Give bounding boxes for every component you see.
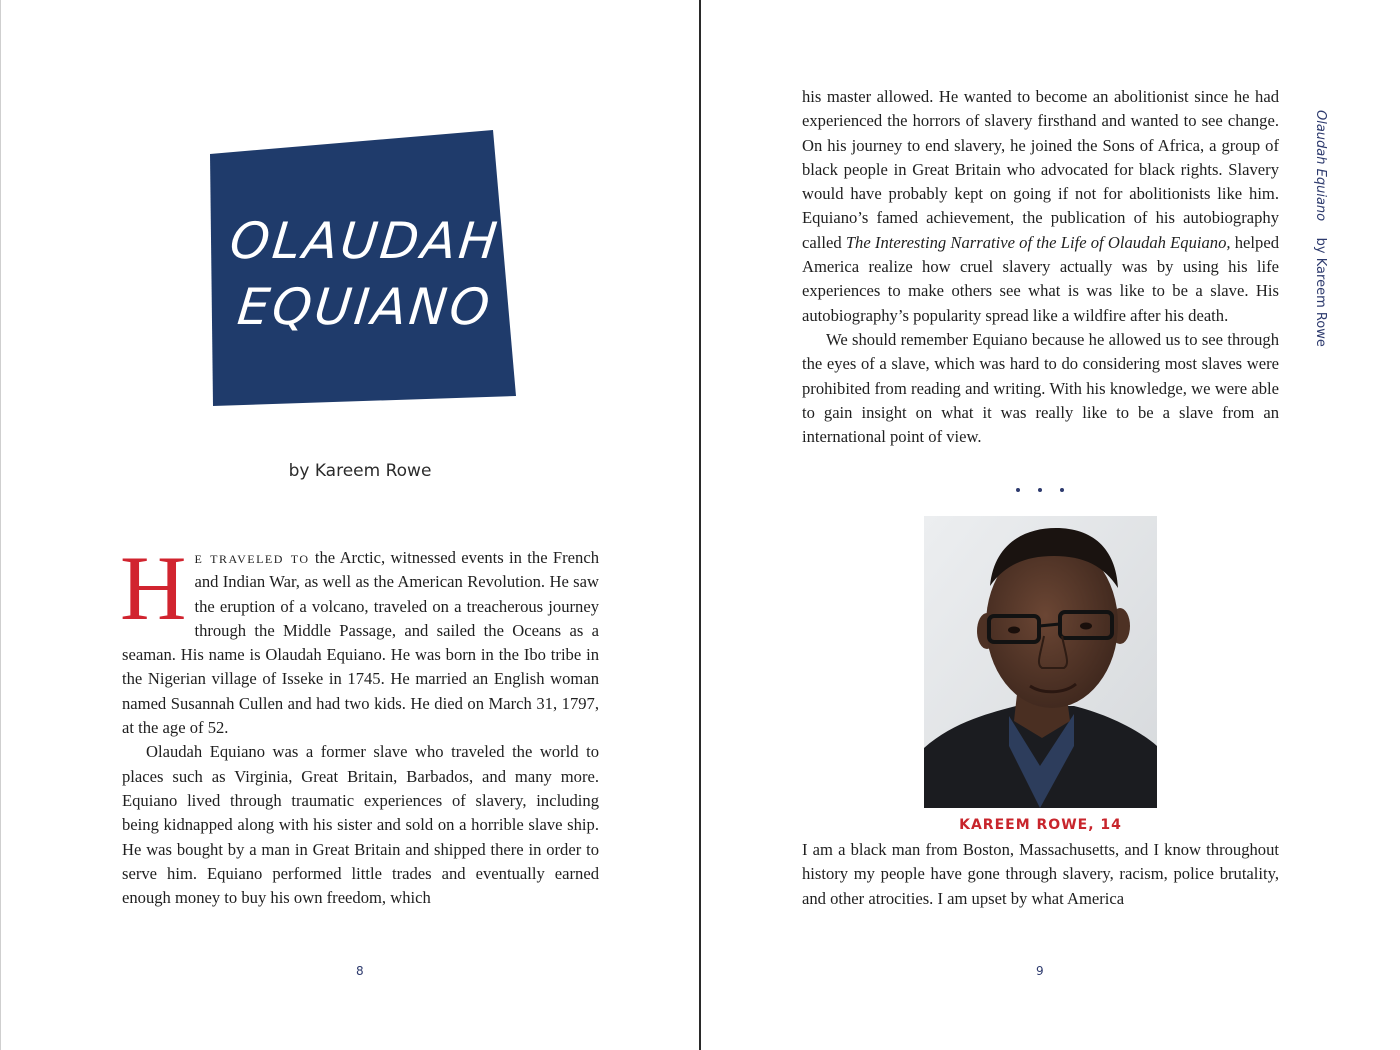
left-body-text <box>120 537 599 910</box>
title-line-2: EQUIANO <box>234 278 496 336</box>
right-paragraph-1 <box>802 85 1279 328</box>
byline: by Kareem Rowe <box>288 461 432 481</box>
left-paragraph-1-text: the Arctic, witnessed events in the French and Indian War, as well as the American Revolution. He saw the eruption of a volcano, traveled on a treacherous journey through the Middle Passage, and sailed the Oceans as a seaman. His name is Olaudah Equiano. He was born in the Ibo tribe in the Nigerian village of Isseke in 1745. He married an English woman named Susannah Cullen and had two kids. He died on March 31, 1797, at the age of 52. <box>122 548 599 738</box>
running-head <box>1313 110 1328 347</box>
right-paragraph-1-start: his master allowed. He wanted to become an abolitionist since he had experienced the horrors of slavery firsthand and wanted to see change. On his journey to end slavery, he joined the Sons of Africa, a group of black people in Great Britain who advocated for black rights. Slavery would have probably kept on going if not for abolitionists like him. Equiano’s famed achievement, the publication of his autobiography called <box>802 87 1279 252</box>
spine-divider <box>699 0 701 1050</box>
dot-icon <box>1038 488 1042 492</box>
drop-cap: H <box>120 537 187 639</box>
book-title: The Interesting Narrative of the Life of Olaudah Equiano, <box>845 232 1231 252</box>
running-head-author: by Kareem Rowe <box>1313 237 1328 347</box>
page-number-left: 8 <box>356 964 364 978</box>
dot-icon <box>1060 488 1064 492</box>
right-paragraph-2: We should remember Equiano because he allowed us to see through the eyes of a slave, which was hard to do considering most slaves were prohibited from reading and writing. With his knowledge, we were able to gain insight on what it was really like to be a slave from an international point of view. <box>802 329 1279 447</box>
dot-icon <box>1016 488 1020 492</box>
running-head-spacer <box>1313 225 1328 233</box>
right-paragraph-1-end: helped America realize how cruel slavery actually was by using his life experiences to make others see what is was like to be a slave. His autobiography’s popularity spread like a wildfire after his death. <box>802 232 1279 325</box>
running-head-title: Olaudah Equiano <box>1313 110 1328 222</box>
author-photo <box>924 516 1157 808</box>
left-page-edge <box>0 0 1 1050</box>
section-break-dots <box>1010 484 1070 498</box>
title-background-shape <box>200 120 530 420</box>
left-paragraph-1 <box>120 537 599 740</box>
page-number-right: 9 <box>1036 964 1044 978</box>
photo-caption: KAREEM ROWE, 14 <box>959 817 1122 833</box>
portrait-illustration <box>924 516 1157 808</box>
title-line-1: OLAUDAH <box>227 212 503 270</box>
right-body-text-2 <box>802 838 1279 911</box>
right-paragraph-3: I am a black man from Boston, Massachusetts, and I know throughout history my people have gone through slavery, racism, police brutality, and other atrocities. I am upset by what America <box>802 840 1279 908</box>
right-body-text <box>802 85 1279 449</box>
title-block <box>200 120 530 420</box>
left-paragraph-2: Olaudah Equiano was a former slave who traveled the world to places such as Virginia, Great Britain, Barbados, and many more. Equiano lived through traumatic experiences of slavery, including being kidnapped along with his sister and sold on a horrible slave ship. He was bought by a man in Great Britain and shipped there in order to serve him. Equiano performed little trades and eventually earned enough money to buy his own freedom, which <box>122 742 599 908</box>
lead-in-smallcaps: e traveled to <box>194 548 310 567</box>
